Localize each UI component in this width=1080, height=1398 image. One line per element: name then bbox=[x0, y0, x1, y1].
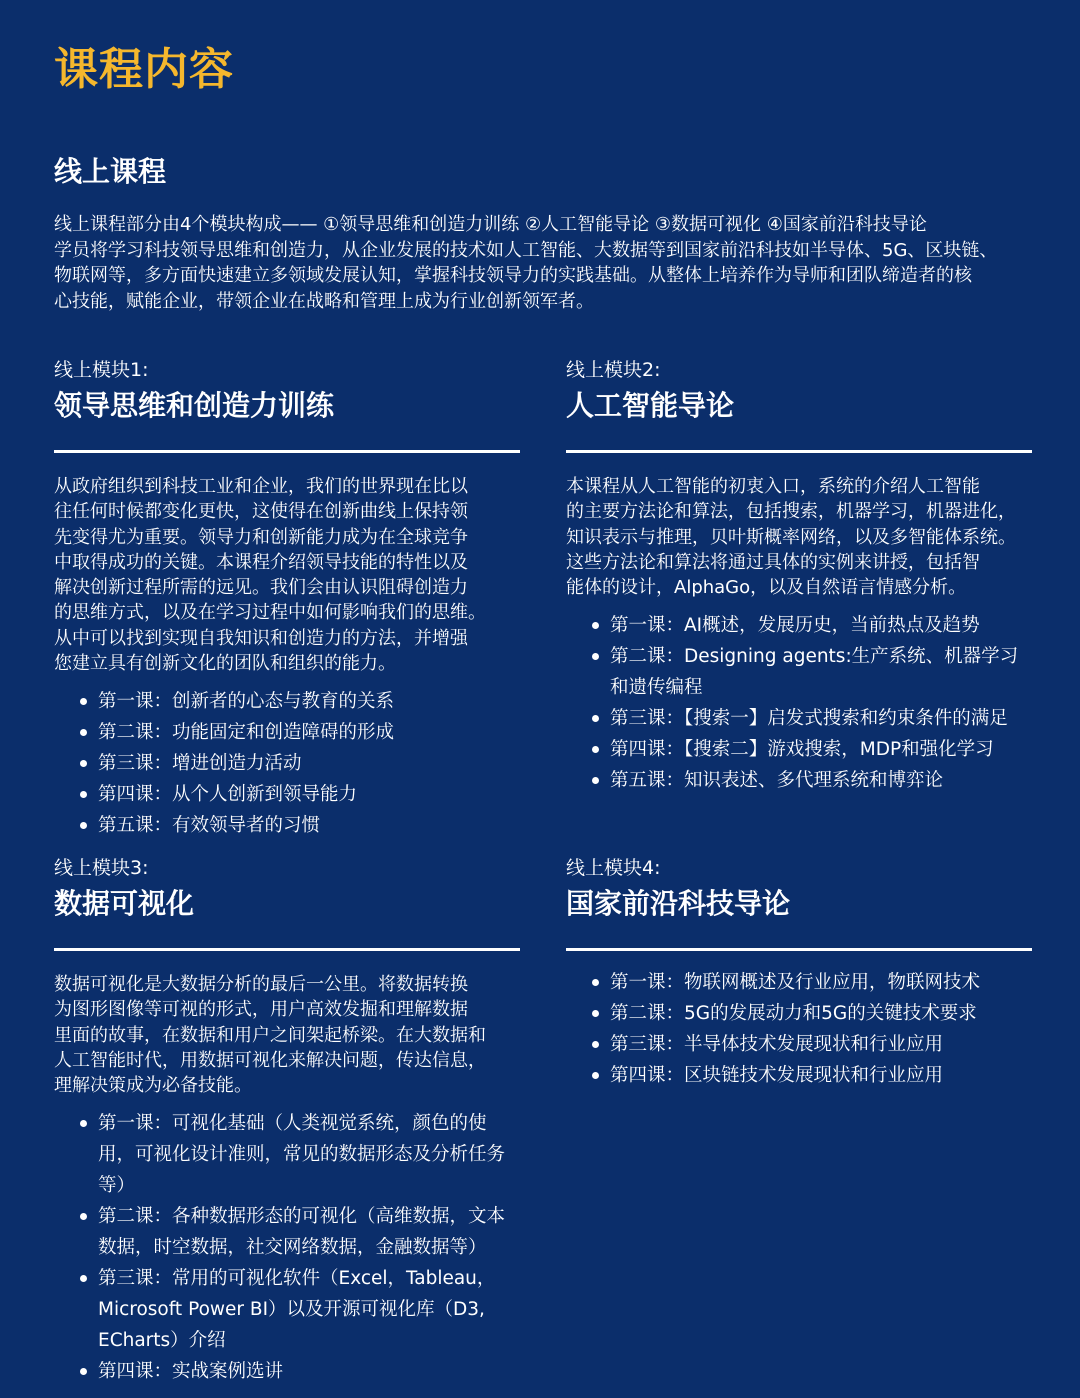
bullet-icon bbox=[80, 822, 87, 829]
bullet-icon bbox=[592, 777, 599, 784]
bullet-icon bbox=[80, 1120, 87, 1127]
description-line: 的主要方法论和算法，包括搜索，机器学习，机器进化， bbox=[566, 501, 1016, 523]
module-label: 线上模块4: bbox=[566, 857, 661, 879]
page-title: 课程内容 bbox=[54, 44, 234, 95]
bullet-icon bbox=[592, 979, 599, 986]
lesson-item bbox=[592, 610, 1032, 641]
description-line: 您建立具有创新文化的团队和组织的能力。 bbox=[54, 653, 396, 675]
description-line: 数据可视化是大数据分析的最后一公里。将数据转换 bbox=[54, 974, 468, 995]
intro-line: 心技能，赋能企业，带领企业在战略和管理上成为行业创新领军者。 bbox=[54, 290, 594, 312]
bullet-icon bbox=[80, 698, 87, 705]
intro-line: 学员将学习科技领导思维和创造力，从企业发展的技术如人工智能、大数据等到国家前沿科技如半导体、5G、区块链、 bbox=[54, 239, 998, 261]
module-1 bbox=[54, 356, 522, 841]
lesson-item bbox=[592, 641, 1032, 703]
lesson-text: 第五课：有效领导者的习惯 bbox=[98, 815, 321, 837]
lesson-text: 第一课：创新者的心态与教育的关系 bbox=[98, 691, 395, 713]
description-line: 从中可以找到实现自我知识和创造力的方法，并增强 bbox=[54, 627, 468, 649]
intro-line: 线上课程部分由4个模块构成—— ①领导思维和创造力训练 ②人工智能导论 ③数据可视化 ④国家前沿科技导论 bbox=[54, 214, 927, 235]
lesson-item bbox=[592, 703, 1032, 734]
lesson-item bbox=[592, 967, 1032, 998]
lesson-text: 第一课：物联网概述及行业应用，物联网技术 bbox=[610, 972, 981, 993]
description-line: 从政府组织到科技工业和企业，我们的世界现在比以 bbox=[54, 476, 468, 497]
description-line: 先变得尤为重要。领导力和创新能力成为在全球竞争 bbox=[54, 526, 468, 548]
intro-line: 物联网等，多方面快速建立多领域发展认知，掌握科技领导力的实践基础。从整体上培养作为导师和团队缔造者的核 bbox=[54, 265, 972, 286]
description-line: 本课程从人工智能的初衷入口，系统的介绍人工智能 bbox=[566, 476, 980, 497]
description-line: 能体的设计，AlphaGo，以及自然语言情感分析。 bbox=[566, 577, 967, 599]
module-divider bbox=[566, 948, 1032, 951]
lesson-text: 第二课：5G的发展动力和5G的关键技术要求 bbox=[610, 1003, 977, 1024]
module-title: 数据可视化 bbox=[54, 887, 195, 920]
bullet-icon bbox=[80, 1213, 87, 1220]
description-line: 解决创新过程所需的远见。我们会由认识阻碍创造力 bbox=[54, 577, 468, 599]
lesson-item bbox=[592, 765, 1032, 796]
lesson-item bbox=[592, 998, 1032, 1029]
bullet-icon bbox=[592, 622, 599, 629]
bullet-icon bbox=[592, 746, 599, 753]
bullet-icon bbox=[80, 1368, 87, 1375]
description-line: 人工智能时代，用数据可视化来解决问题，传达信息， bbox=[54, 1049, 486, 1071]
lesson-item bbox=[80, 717, 520, 748]
section-title: 线上课程 bbox=[54, 155, 167, 188]
description-line: 的思维方式，以及在学习过程中如何影响我们的思维。 bbox=[54, 602, 486, 624]
lesson-text: 第四课：实战案例选讲 bbox=[98, 1361, 284, 1383]
bullet-icon bbox=[592, 653, 599, 660]
lesson-item bbox=[80, 686, 520, 717]
lesson-list bbox=[54, 686, 522, 841]
module-title: 人工智能导论 bbox=[566, 389, 735, 422]
bullet-icon bbox=[592, 1010, 599, 1017]
module-description bbox=[54, 474, 520, 676]
lesson-text: 第一课：AI概述，发展历史，当前热点及趋势 bbox=[610, 615, 980, 637]
module-description bbox=[566, 474, 1032, 600]
bullet-icon bbox=[592, 715, 599, 722]
lesson-item bbox=[592, 1060, 1032, 1091]
lesson-text: 第三课：半导体技术发展现状和行业应用 bbox=[610, 1034, 944, 1055]
module-label: 线上模块2: bbox=[566, 359, 661, 381]
description-line: 为图形图像等可视的形式，用户高效发掘和理解数据 bbox=[54, 999, 468, 1021]
description-line: 理解决策成为必备技能。 bbox=[54, 1075, 252, 1097]
module-label: 线上模块1: bbox=[54, 359, 149, 381]
lesson-list bbox=[566, 967, 1034, 1091]
module-divider bbox=[566, 450, 1032, 453]
module-3 bbox=[54, 854, 522, 1387]
lesson-list bbox=[54, 1108, 522, 1387]
module-4 bbox=[566, 854, 1034, 1091]
lesson-text: 第二课：各种数据形态的可视化（高维数据，文本数据，时空数据，社交网络数据，金融数据等） bbox=[98, 1206, 506, 1259]
lesson-text: 第四课：从个人创新到领导能力 bbox=[98, 784, 358, 806]
lesson-text: 第二课：功能固定和创造障碍的形成 bbox=[98, 722, 395, 744]
lesson-item bbox=[80, 1108, 520, 1201]
module-label: 线上模块3: bbox=[54, 857, 149, 879]
lesson-list bbox=[566, 610, 1034, 796]
description-line: 里面的故事，在数据和用户之间架起桥梁。在大数据和 bbox=[54, 1024, 486, 1046]
module-title: 领导思维和创造力训练 bbox=[54, 389, 335, 422]
module-title: 国家前沿科技导论 bbox=[566, 887, 791, 920]
lesson-item bbox=[80, 1201, 520, 1263]
bullet-icon bbox=[80, 791, 87, 798]
bullet-icon bbox=[592, 1041, 599, 1048]
lesson-item bbox=[592, 1029, 1032, 1060]
lesson-item bbox=[592, 734, 1032, 765]
lesson-item bbox=[80, 1356, 520, 1387]
lesson-item bbox=[80, 1263, 520, 1356]
module-description bbox=[54, 972, 520, 1098]
module-divider bbox=[54, 450, 520, 453]
lesson-item bbox=[80, 810, 520, 841]
lesson-text: 第四课：区块链技术发展现状和行业应用 bbox=[610, 1065, 944, 1086]
module-2 bbox=[566, 356, 1034, 796]
description-line: 知识表示与推理，贝叶斯概率网络，以及多智能体系统。 bbox=[566, 526, 1016, 548]
lesson-text: 第三课：常用的可视化软件（Excel，Tableau，Microsoft Power BI）以及开源可视化库（D3, ECharts）介绍 bbox=[98, 1268, 496, 1352]
description-line: 往任何时候都变化更快，这使得在创新曲线上保持领 bbox=[54, 501, 468, 523]
lesson-text: 第一课：可视化基础（人类视觉系统，颜色的使用，可视化设计准则，常见的数据形态及分析任务等） bbox=[98, 1113, 506, 1197]
bullet-icon bbox=[80, 729, 87, 736]
lesson-item bbox=[80, 779, 520, 810]
lesson-text: 第五课：知识表述、多代理系统和博弈论 bbox=[610, 770, 944, 792]
lesson-text: 第二课：Designing agents:生产系统、机器学习和遗传编程 bbox=[610, 646, 1019, 699]
bullet-icon bbox=[592, 1072, 599, 1079]
bullet-icon bbox=[80, 760, 87, 767]
module-divider bbox=[54, 948, 520, 951]
lesson-text: 第四课：【搜索二】游戏搜索，MDP和强化学习 bbox=[610, 739, 994, 761]
bullet-icon bbox=[80, 1275, 87, 1282]
lesson-text: 第三课：增进创造力活动 bbox=[98, 753, 302, 775]
description-line: 中取得成功的关键。本课程介绍领导技能的特性以及 bbox=[54, 551, 468, 573]
lesson-item bbox=[80, 748, 520, 779]
lesson-text: 第三课：【搜索一】启发式搜索和约束条件的满足 bbox=[610, 708, 1008, 730]
intro-paragraph bbox=[54, 212, 1064, 314]
description-line: 这些方法论和算法将通过具体的实例来讲授，包括智 bbox=[566, 551, 980, 573]
